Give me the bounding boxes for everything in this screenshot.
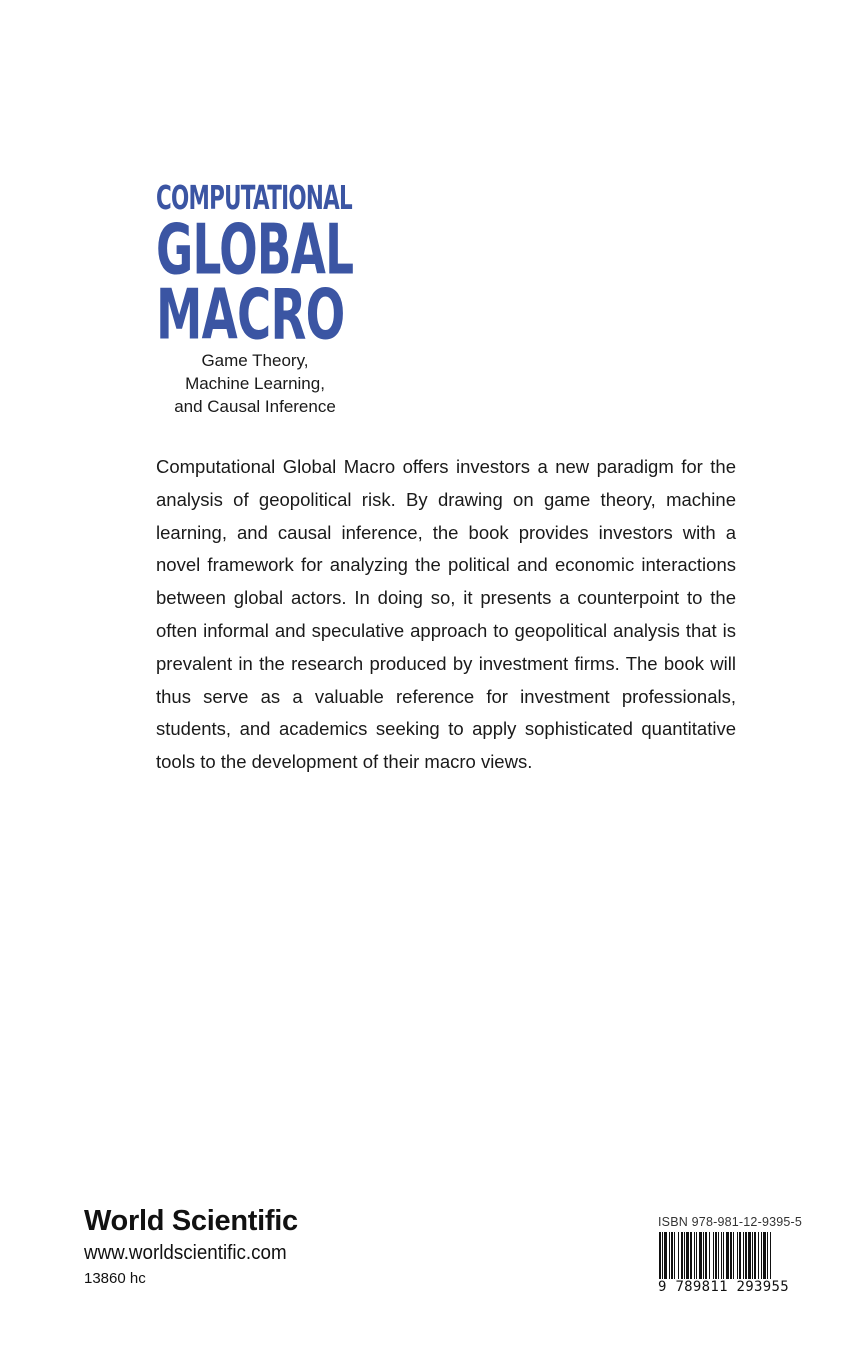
barcode-digits: 9 789811 293955 (658, 1279, 789, 1295)
barcode-bar (705, 1232, 707, 1279)
barcode-bar (709, 1232, 710, 1279)
book-title (156, 178, 356, 355)
barcode-bar (671, 1232, 673, 1279)
barcode-bar (690, 1232, 692, 1279)
publisher-name: World Scientific (84, 1205, 298, 1237)
barcode-bar (669, 1232, 670, 1279)
barcode-bar (758, 1232, 759, 1279)
barcode-bar (703, 1232, 704, 1279)
barcode-bar (684, 1232, 685, 1279)
barcode-bar (662, 1232, 663, 1279)
isbn-barcode (658, 1215, 810, 1294)
barcode-bar (754, 1232, 756, 1279)
barcode-bar (748, 1232, 751, 1279)
barcode-bar (718, 1232, 719, 1279)
barcode-bar (659, 1232, 661, 1279)
barcode-bar (767, 1232, 768, 1279)
barcode-bar (737, 1232, 738, 1279)
barcode-bar (733, 1232, 734, 1279)
barcode-bar (739, 1232, 741, 1279)
subtitle-line-1: Game Theory, (201, 351, 309, 370)
barcode-bar (681, 1232, 683, 1279)
isbn-label: ISBN 978-981-12-9395-5 (658, 1215, 803, 1229)
barcode-bar (745, 1232, 747, 1279)
barcode-bar (696, 1232, 697, 1279)
barcode-bar (770, 1232, 771, 1279)
publisher-block (84, 1204, 300, 1290)
barcode-bar (664, 1232, 667, 1279)
barcode-bar (730, 1232, 732, 1279)
barcode-bar (678, 1232, 679, 1279)
title-line-computational: COMPUTATIONAL (156, 178, 352, 218)
barcode-bar (726, 1232, 729, 1279)
subtitle-line-2: Machine Learning, (185, 374, 325, 393)
publisher-url: www.worldscientific.com (84, 1242, 287, 1264)
barcode-bar (694, 1232, 695, 1279)
subtitle-line-3: and Causal Inference (174, 397, 336, 416)
barcode-bar (752, 1232, 753, 1279)
title-line-global: GLOBAL (156, 209, 354, 290)
barcode-bar (763, 1232, 766, 1279)
barcode-bar (715, 1232, 717, 1279)
title-line-macro: MACRO (156, 274, 345, 355)
barcode-bar (674, 1232, 675, 1279)
barcode-bar (723, 1232, 724, 1279)
barcode-bar (721, 1232, 722, 1279)
barcode-bar (713, 1232, 714, 1279)
publisher-code: 13860 hc (84, 1270, 146, 1287)
book-description: Computational Global Macro offers investors a new paradigm for the analysis of geopolitical risk. By drawing on game theory, machine learning, and causal inference, the book provides investors with a novel framework for analyzing the political and economic interactions between global actors. In doing so, it presents a counterpoint to the often informal and speculative approach to geopolitical analysis that is prevalent in the research produced by investment firms. The book will thus serve as a valuable reference for investment professionals, students, and academics seeking to apply sophisticated quantitative tools to the development of their macro views. (156, 456, 736, 773)
book-subtitle (140, 349, 370, 418)
barcode-bars (658, 1232, 808, 1279)
barcode-bar (686, 1232, 689, 1279)
barcode-bar (743, 1232, 744, 1279)
barcode-bar (699, 1232, 702, 1279)
barcode-bar (761, 1232, 762, 1279)
